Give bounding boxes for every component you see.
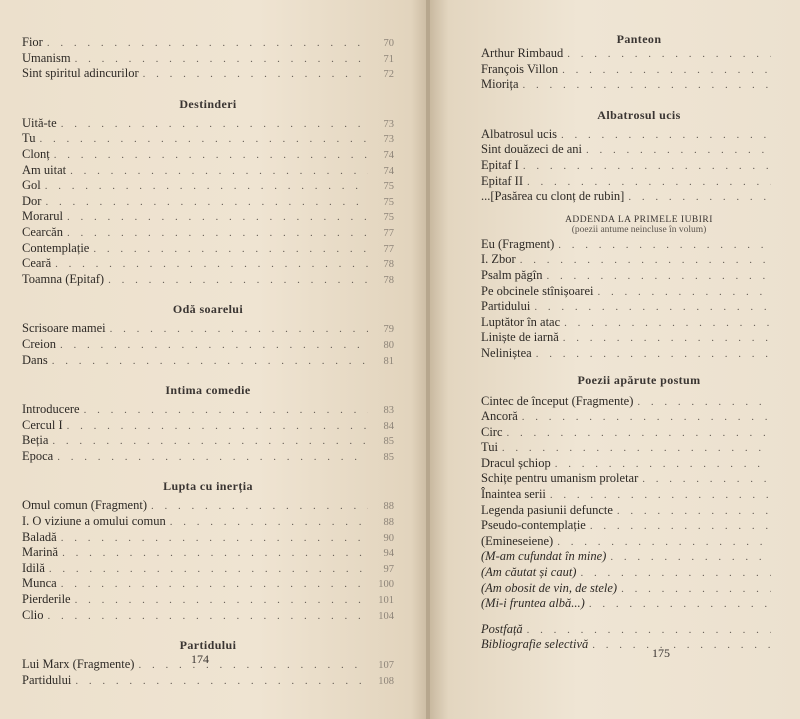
entry-page-number: 104	[378, 610, 394, 622]
toc-entry	[22, 321, 394, 337]
entry-title: (Am obosit de vin, de stele)	[481, 580, 618, 595]
toc-entry	[481, 77, 797, 93]
entry-title: Ceară	[22, 256, 52, 271]
toc-entry	[22, 116, 394, 132]
toc-entry	[22, 147, 394, 163]
spacer	[481, 205, 797, 215]
entry-page-number: 75	[383, 196, 394, 208]
leader-dots	[589, 597, 771, 613]
entry-title: Contemplație	[22, 240, 90, 255]
entry-page-number: 108	[378, 675, 394, 687]
toc-entry	[481, 549, 797, 565]
leader-dots	[546, 269, 771, 285]
entry-title: Luptător în atac	[481, 314, 561, 329]
toc-entry	[22, 256, 394, 272]
spacer	[481, 362, 797, 372]
entry-title: Pierderile	[22, 592, 71, 607]
toc-entry	[22, 66, 394, 82]
toc-entry	[481, 565, 797, 581]
entry-page-number: 88	[383, 517, 394, 529]
entry-page-number: 88	[383, 501, 394, 513]
entry-title: Partidului	[22, 672, 72, 687]
entry-title: Pe obcinele stînișoarei	[481, 283, 594, 298]
leader-dots	[610, 550, 771, 566]
toc-entry	[22, 433, 394, 449]
leader-dots	[52, 434, 368, 450]
entry-page-number: 101	[378, 595, 394, 607]
entry-title: Pseudo-contemplație	[481, 518, 586, 533]
entry-title: Toamna (Epitaf)	[22, 271, 105, 286]
entry-title: (Mi-i fruntea albă...)	[481, 596, 585, 611]
toc-entry	[22, 178, 394, 194]
toc-entry	[481, 237, 797, 253]
toc-entry	[481, 425, 797, 441]
section-title: Intima comedie	[165, 383, 251, 398]
entry-title: Epitaf I	[481, 157, 519, 172]
leader-dots	[523, 159, 771, 175]
spacer	[22, 368, 394, 382]
spacer	[481, 93, 797, 107]
section-title: Lupta cu inerția	[163, 479, 253, 494]
leader-dots	[621, 582, 771, 598]
entry-title: Cercul I	[22, 417, 63, 432]
toc-entry	[481, 487, 797, 503]
leader-dots	[637, 395, 771, 411]
section-title: Poezii apărute postum	[577, 372, 701, 387]
leader-dots	[586, 143, 771, 159]
entry-title: Miorița	[481, 77, 519, 92]
toc-entry	[481, 189, 797, 205]
toc-entry	[22, 673, 394, 689]
leader-dots	[561, 128, 771, 144]
toc-entry	[481, 127, 797, 143]
toc-entry	[481, 46, 797, 62]
leader-dots	[143, 67, 368, 83]
entry-page-number: 85	[383, 436, 394, 448]
entry-title: I. Zbor	[481, 252, 516, 267]
entry-title: Baladă	[22, 529, 57, 544]
toc-entry	[22, 225, 394, 241]
toc-entry	[22, 272, 394, 288]
leader-dots	[562, 63, 771, 79]
leader-dots	[523, 78, 772, 94]
toc-entry	[22, 337, 394, 353]
entry-page-number: 74	[383, 165, 394, 177]
leader-dots	[67, 226, 368, 242]
toc-entry	[22, 576, 394, 592]
spacer	[22, 464, 394, 478]
addenda-subtitle: (poezii antume neincluse în volum)	[571, 224, 707, 235]
entry-title: Am uitat	[22, 162, 67, 177]
toc-entry	[481, 471, 797, 487]
entry-title: Postfață	[481, 621, 523, 636]
right-page-number: 175	[652, 646, 670, 660]
section-title: Panteon	[616, 32, 662, 46]
entry-title: Idilă	[22, 560, 45, 575]
entry-title: Ancoră	[481, 409, 518, 424]
section-title: Odă soarelui	[172, 302, 244, 317]
leader-dots	[592, 638, 771, 654]
entry-page-number: 78	[383, 259, 394, 271]
entry-title: Cintec de început (Fragmente)	[481, 393, 634, 408]
entry-title: Neliniștea	[481, 345, 532, 360]
leader-dots	[48, 609, 368, 625]
leader-dots	[61, 531, 368, 547]
toc-entry	[22, 608, 394, 624]
entry-title: Bibliografie selectivă	[481, 637, 589, 652]
entry-title: Liniște de iarnă	[481, 330, 559, 345]
entry-page-number: 84	[383, 420, 394, 432]
toc-entry	[481, 534, 797, 550]
toc-entry	[481, 596, 797, 612]
entry-title: Clonț	[22, 146, 50, 161]
addenda-title: ADDENDA LA PRIMELE IUBIRI	[565, 214, 713, 225]
toc-entry	[22, 418, 394, 434]
entry-page-number: 79	[383, 324, 394, 336]
entry-title: Gol	[22, 178, 41, 193]
entry-page-number: 94	[383, 548, 394, 560]
leader-dots	[84, 403, 368, 419]
entry-page-number: 78	[383, 274, 394, 286]
leader-dots	[527, 623, 771, 639]
leader-dots	[527, 175, 771, 191]
toc-entry	[22, 514, 394, 530]
entry-title: Beția	[22, 433, 49, 448]
leader-dots	[47, 36, 368, 52]
entry-title: Munca	[22, 576, 57, 591]
entry-title: Marină	[22, 545, 59, 560]
entry-title: Tui	[481, 440, 498, 455]
toc-entry	[22, 449, 394, 465]
leader-dots	[138, 658, 368, 674]
entry-title: Uită-te	[22, 115, 57, 130]
toc-entry	[22, 561, 394, 577]
toc-entry	[481, 456, 797, 472]
entry-title: Sint spiritul adincurilor	[22, 66, 139, 81]
leader-dots	[502, 441, 771, 457]
entry-page-number: 70	[383, 38, 394, 49]
entry-title: Legenda pasiunii defuncte	[481, 502, 613, 517]
entry-page-number: 77	[383, 243, 394, 255]
entry-title: Dracul șchiop	[481, 455, 551, 470]
leader-dots	[45, 195, 368, 211]
toc-entry	[481, 158, 797, 174]
spacer	[22, 623, 394, 637]
entry-page-number: 75	[383, 212, 394, 224]
toc-entry	[481, 581, 797, 597]
leader-dots	[507, 426, 771, 442]
toc-entry	[22, 241, 394, 257]
leader-dots	[55, 257, 368, 273]
entry-page-number: 85	[383, 451, 394, 463]
toc-entry	[481, 142, 797, 158]
entry-title: Introducere	[22, 402, 80, 417]
entry-title: Sint douăzeci de ani	[481, 142, 583, 157]
right-page	[430, 0, 800, 719]
toc-entry	[22, 530, 394, 546]
toc-entry	[22, 209, 394, 225]
toc-entry	[481, 268, 797, 284]
toc-entry	[481, 346, 797, 362]
toc-entry	[481, 394, 797, 410]
entry-title: I. O viziune a omului comun	[22, 514, 166, 529]
leader-dots	[61, 117, 368, 133]
leader-dots	[564, 316, 771, 332]
entry-title: Psalm păgîn	[481, 267, 543, 282]
leader-dots	[108, 273, 368, 289]
toc-entry	[22, 353, 394, 369]
toc-entry	[481, 284, 797, 300]
leader-dots	[628, 190, 771, 206]
toc-entry	[481, 409, 797, 425]
spacer	[22, 82, 394, 96]
leader-dots	[151, 499, 368, 515]
leader-dots	[45, 179, 368, 195]
entry-page-number: 73	[383, 118, 394, 130]
toc-entry	[481, 503, 797, 519]
entry-page-number: 83	[383, 405, 394, 417]
leader-dots	[49, 562, 368, 578]
entry-page-number: 81	[383, 355, 394, 367]
toc-entry	[481, 174, 797, 190]
leader-dots	[580, 566, 771, 582]
leader-dots	[642, 472, 771, 488]
entry-title: Eu (Fragment)	[481, 236, 555, 251]
entry-page-number: 71	[383, 53, 394, 65]
leader-dots	[557, 535, 771, 551]
entry-title: Epoca	[22, 448, 54, 463]
leader-dots	[555, 457, 771, 473]
entry-title: Omul comun (Fragment)	[22, 498, 147, 513]
leader-dots	[52, 354, 368, 370]
leader-dots	[110, 322, 368, 338]
entry-title: Arthur Rimbaud	[481, 46, 564, 60]
leader-dots	[590, 519, 771, 535]
left-page-number: 174	[191, 652, 209, 666]
entry-title: Cearcăn	[22, 224, 63, 239]
entry-title: Lui Marx (Fragmente)	[22, 657, 135, 672]
entry-title: Înaintea serii	[481, 487, 546, 502]
entry-title: Clio	[22, 607, 44, 622]
entry-title: Scrisoare mamei	[22, 321, 106, 336]
toc-entry	[22, 498, 394, 514]
entry-title: Morarul	[22, 209, 63, 224]
entry-title: Tu	[22, 131, 36, 146]
entry-page-number: 77	[383, 227, 394, 239]
leader-dots	[60, 338, 368, 354]
entry-title: Epitaf II	[481, 173, 523, 188]
leader-dots	[534, 300, 771, 316]
left-table-of-contents	[22, 35, 394, 688]
leader-dots	[75, 674, 368, 690]
entry-page-number: 80	[383, 339, 394, 351]
leader-dots	[536, 347, 771, 363]
toc-entry	[22, 163, 394, 179]
toc-entry	[481, 299, 797, 315]
leader-dots	[170, 515, 368, 531]
toc-entry	[481, 440, 797, 456]
leader-dots	[67, 210, 368, 226]
entry-title: François Villon	[481, 61, 559, 76]
leader-dots	[563, 331, 771, 347]
leader-dots	[558, 238, 771, 254]
entry-title: Fior	[22, 35, 43, 49]
entry-title: Umanism	[22, 50, 71, 65]
leader-dots	[567, 47, 771, 63]
leader-dots	[93, 242, 368, 258]
spacer	[481, 612, 797, 622]
entry-title: Schițe pentru umanism proletar	[481, 471, 639, 486]
leader-dots	[75, 593, 368, 609]
leader-dots	[39, 132, 368, 148]
leader-dots	[70, 164, 368, 180]
section-title: Albatrosul ucis	[597, 107, 681, 122]
toc-entry	[481, 518, 797, 534]
entry-page-number: 100	[378, 579, 394, 591]
entry-title: Dans	[22, 352, 48, 367]
entry-page-number: 73	[383, 134, 394, 146]
leader-dots	[61, 577, 368, 593]
entry-page-number: 72	[383, 69, 394, 81]
entry-title: (Emineseiene)	[481, 533, 554, 548]
toc-entry	[481, 315, 797, 331]
leader-dots	[597, 285, 771, 301]
entry-title: Creion	[22, 336, 57, 351]
toc-entry	[22, 51, 394, 67]
leader-dots	[62, 546, 368, 562]
leader-dots	[617, 504, 771, 520]
entry-page-number: 74	[383, 149, 394, 161]
leader-dots	[520, 253, 771, 269]
entry-title: (Am căutat și caut)	[481, 565, 577, 580]
toc-entry	[22, 402, 394, 418]
entry-title: Dor	[22, 193, 42, 208]
toc-entry	[481, 252, 797, 268]
entry-title: Partidului	[481, 299, 531, 314]
entry-page-number: 90	[383, 532, 394, 544]
toc-entry	[22, 545, 394, 561]
toc-entry	[22, 194, 394, 210]
leader-dots	[522, 410, 771, 426]
toc-entry	[481, 622, 797, 638]
entry-page-number: 107	[378, 660, 394, 672]
section-title: Destinderi	[179, 96, 237, 111]
leader-dots	[54, 148, 368, 164]
entry-title: ...[Pasărea cu clonț de rubin]	[481, 189, 625, 204]
leader-dots	[75, 52, 368, 68]
toc-entry	[481, 330, 797, 346]
right-table-of-contents	[481, 32, 797, 653]
entry-title: Albatrosul ucis	[481, 126, 558, 141]
leader-dots	[550, 488, 771, 504]
leader-dots	[67, 419, 368, 435]
entry-page-number: 75	[383, 181, 394, 193]
entry-title: Circ	[481, 424, 503, 439]
toc-entry	[22, 35, 394, 51]
leader-dots	[57, 450, 368, 466]
entry-title: (M-am cufundat în mine)	[481, 549, 607, 564]
toc-entry	[22, 131, 394, 147]
toc-entry	[22, 592, 394, 608]
entry-page-number: 97	[383, 563, 394, 575]
section-title: Partidului	[179, 638, 237, 653]
toc-entry	[481, 637, 797, 653]
spacer	[22, 287, 394, 301]
toc-entry	[481, 62, 797, 78]
